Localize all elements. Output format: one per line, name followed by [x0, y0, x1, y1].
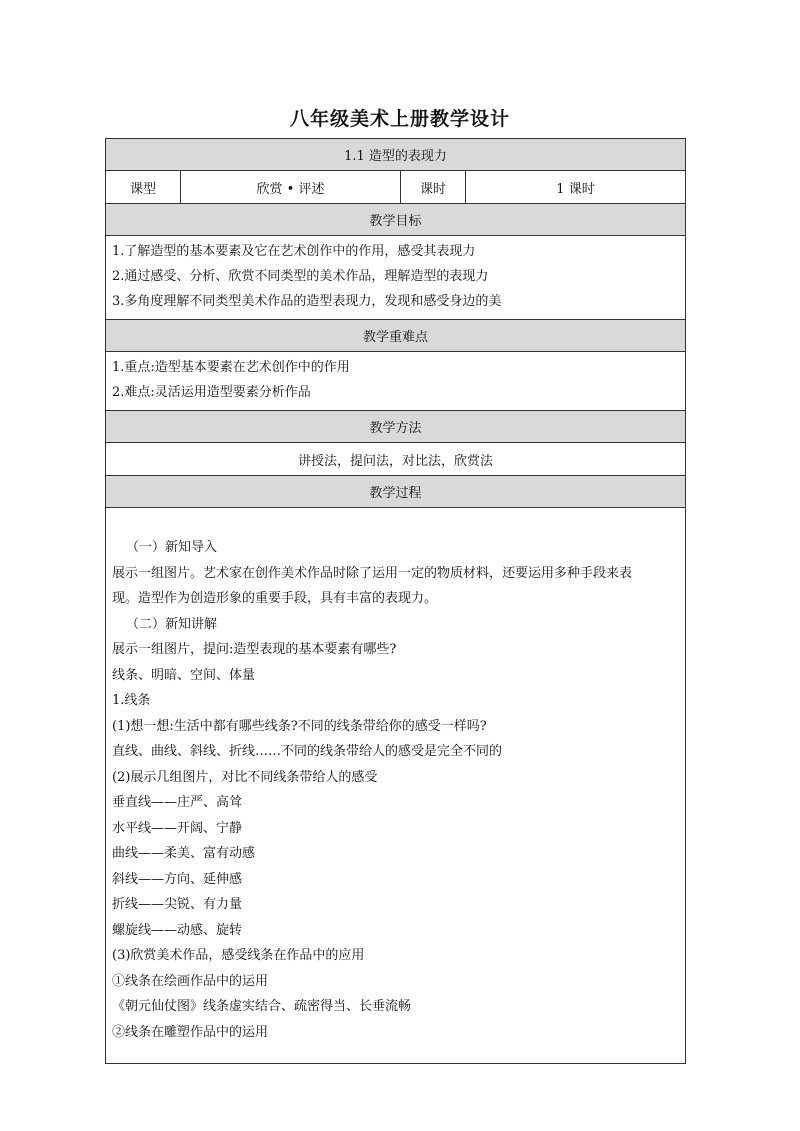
methods-heading: 教学方法 — [106, 411, 686, 443]
goal-item: 2.通过感受、分析、欣赏不同类型的美术作品，理解造型的表现力 — [112, 269, 489, 284]
key-point-item: 2.难点:灵活运用造型要素分析作品 — [112, 385, 311, 400]
process-line: (2)展示几组图片，对比不同线条带给人的感受 — [112, 769, 378, 785]
document-title: 八年级美术上册教学设计 — [289, 108, 510, 130]
lesson-type-label: 课型 — [106, 171, 181, 204]
goal-item: 1.了解造型的基本要素及它在艺术创作中的作用，感受其表现力 — [112, 244, 476, 259]
process-line: (3)欣赏美术作品，感受线条在作品中的应用 — [112, 948, 365, 963]
lesson-title: 1.1 造型的表现力 — [106, 139, 686, 171]
process-content — [106, 508, 686, 1064]
process-line: 线条、明暗、空间、体量 — [112, 667, 256, 683]
lesson-type-value: 欣赏 • 评述 — [181, 171, 401, 204]
methods-text: 讲授法，提问法，对比法，欣赏法 — [106, 443, 686, 476]
process-line: 曲线——柔美、富有动感 — [112, 846, 256, 861]
process-line: 现。造型作为创造形象的重要手段，具有丰富的表现力。 — [112, 591, 438, 606]
key-points-list — [106, 352, 686, 411]
process-line: 水平线——开阔、宁静 — [112, 820, 243, 836]
process-line: 《朝元仙仗图》线条虚实结合、疏密得当、长垂流畅 — [112, 999, 412, 1014]
process-heading: 教学过程 — [106, 476, 686, 508]
process-line: 直线、曲线、斜线、折线……不同的线条带给人的感受是完全不同的 — [112, 744, 503, 759]
process-line: （二）新知讲解 — [126, 616, 218, 632]
key-points-heading: 教学重难点 — [106, 320, 686, 352]
process-line: 斜线——方向、延伸感 — [112, 871, 243, 887]
class-hours-value: 1 课时 — [466, 171, 686, 204]
class-hours-label: 课时 — [401, 171, 466, 204]
process-line: ①线条在绘画作品中的运用 — [112, 973, 269, 989]
goals-heading: 教学目标 — [106, 204, 686, 236]
process-line: 展示一组图片。艺术家在创作美术作品时除了运用一定的物质材料，还要运用多种手段来表 — [112, 565, 633, 581]
process-line: (1)想一想:生活中都有哪些线条?不同的线条带给你的感受一样吗? — [112, 718, 487, 734]
process-line: 折线——尖锐、有力量 — [112, 897, 243, 912]
process-line: （一）新知导入 — [126, 540, 218, 555]
process-line: 螺旋线——动感、旋转 — [112, 922, 243, 938]
key-point-item: 1.重点:造型基本要素在艺术创作中的作用 — [112, 360, 350, 375]
lesson-plan-table — [105, 138, 686, 1064]
goals-list — [106, 236, 686, 320]
goal-item: 3.多角度理解不同类型美术作品的造型表现力，发现和感受身边的美 — [112, 294, 502, 309]
process-line: 展示一组图片，提问:造型表现的基本要素有哪些? — [112, 642, 397, 657]
process-line: 垂直线——庄严、高耸 — [112, 795, 243, 810]
process-line: ②线条在雕塑作品中的运用 — [112, 1024, 269, 1040]
process-line: 1.线条 — [112, 693, 151, 708]
